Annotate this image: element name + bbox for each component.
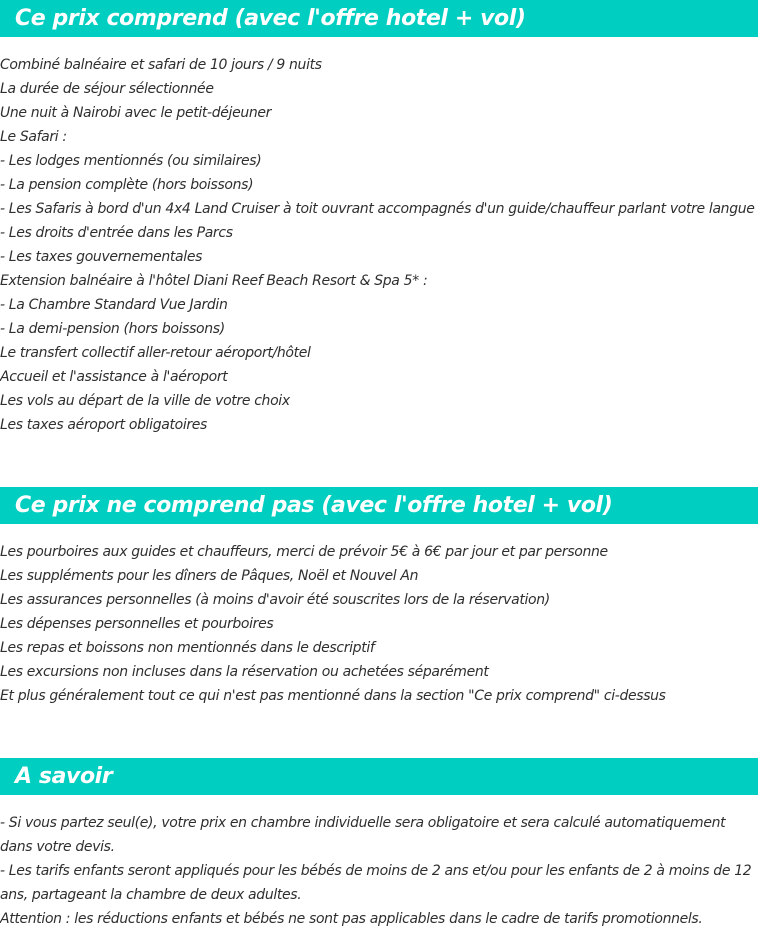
list-item: Extension balnéaire à l'hôtel Diani Reef Beach Resort & Spa 5* : <box>0 273 428 289</box>
list-item: Les suppléments pour les dîners de Pâques, Noël et Nouvel An <box>0 568 419 584</box>
list-item: - Les droits d'entrée dans les Parcs <box>0 225 233 241</box>
includes-heading: Ce prix comprend (avec l'offre hotel + vol) <box>0 0 758 37</box>
list-item: Les vols au départ de la ville de votre choix <box>0 393 290 409</box>
list-item: Les excursions non incluses dans la réservation ou achetées séparément <box>0 664 489 680</box>
list-item: Les dépenses personnelles et pourboires <box>0 616 274 632</box>
list-item: - La demi-pension (hors boissons) <box>0 321 225 337</box>
savoir-section <box>0 758 758 931</box>
list-item: Les pourboires aux guides et chauffeurs, merci de prévoir 5€ à 6€ par jour et par personne <box>0 544 608 560</box>
excludes-heading: Ce prix ne comprend pas (avec l'offre hotel + vol) <box>0 487 758 524</box>
savoir-paragraph: - Si vous partez seul(e), votre prix en chambre individuelle sera obligatoire et sera calculé automatiquement dans votre devis. <box>0 815 726 855</box>
list-item: Le transfert collectif aller-retour aéroport/hôtel <box>0 345 311 361</box>
list-item: - Les taxes gouvernementales <box>0 249 203 265</box>
list-item: Les taxes aéroport obligatoires <box>0 417 207 433</box>
list-item: - Les Safaris à bord d'un 4x4 Land Cruiser à toit ouvrant accompagnés d'un guide/chauffeur parlant votre langue <box>0 201 755 217</box>
list-item: La durée de séjour sélectionnée <box>0 81 214 97</box>
list-item: Accueil et l'assistance à l'aéroport <box>0 369 228 385</box>
list-item: - La pension complète (hors boissons) <box>0 177 254 193</box>
list-item: Et plus généralement tout ce qui n'est pas mentionné dans la section "Ce prix comprend" ci-dessus <box>0 688 666 704</box>
list-item: - Les lodges mentionnés (ou similaires) <box>0 153 262 169</box>
list-item: Combiné balnéaire et safari de 10 jours / 9 nuits <box>0 57 322 73</box>
includes-list <box>0 53 758 437</box>
savoir-heading: A savoir <box>0 758 758 795</box>
savoir-paragraph: - Les tarifs enfants seront appliqués pour les bébés de moins de 2 ans et/ou pour les enfants de 2 à moins de 12 ans, partageant la chambre de deux adultes. <box>0 863 752 903</box>
excludes-section <box>0 487 758 708</box>
savoir-text <box>0 811 758 931</box>
list-item: Une nuit à Nairobi avec le petit-déjeuner <box>0 105 272 121</box>
list-item: Les repas et boissons non mentionnés dans le descriptif <box>0 640 375 656</box>
excludes-list <box>0 540 758 708</box>
includes-section <box>0 0 758 437</box>
list-item: Le Safari : <box>0 129 67 145</box>
savoir-paragraph: Attention : les réductions enfants et bébés ne sont pas applicables dans le cadre de tarifs promotionnels. <box>0 911 703 927</box>
list-item: Les assurances personnelles (à moins d'avoir été souscrites lors de la réservation) <box>0 592 550 608</box>
list-item: - La Chambre Standard Vue Jardin <box>0 297 228 313</box>
